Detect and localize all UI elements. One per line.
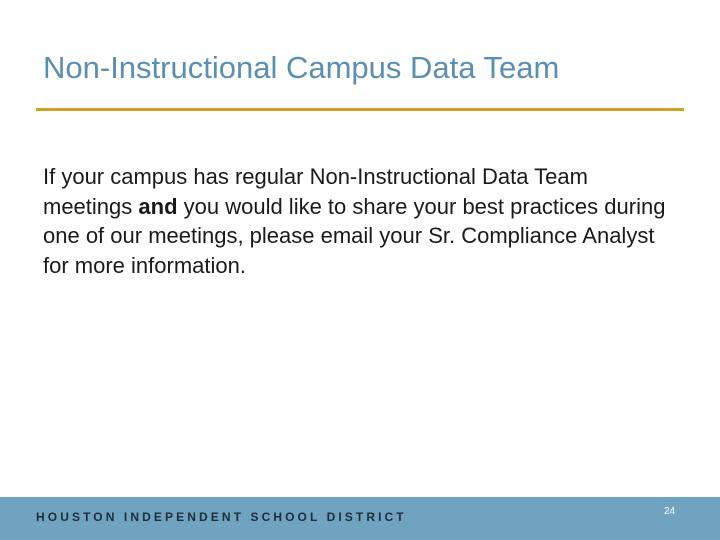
- body-text-start: If your campus has regular Non-Instructional Data Team meetings: [43, 164, 588, 219]
- body-text-end: you would like to share your best practices during one of our meetings, please email your Sr. Compliance Analyst for more information.: [43, 193, 666, 278]
- body-text-bold: and: [138, 193, 178, 219]
- footer-organization-name: HOUSTON INDEPENDENT SCHOOL DISTRICT: [36, 510, 407, 524]
- footer-bar: [0, 497, 720, 540]
- slide-title: Non-Instructional Campus Data Team: [43, 50, 560, 85]
- body-paragraph: [43, 162, 683, 280]
- title-divider: [36, 108, 684, 111]
- page-number: 24: [664, 506, 676, 517]
